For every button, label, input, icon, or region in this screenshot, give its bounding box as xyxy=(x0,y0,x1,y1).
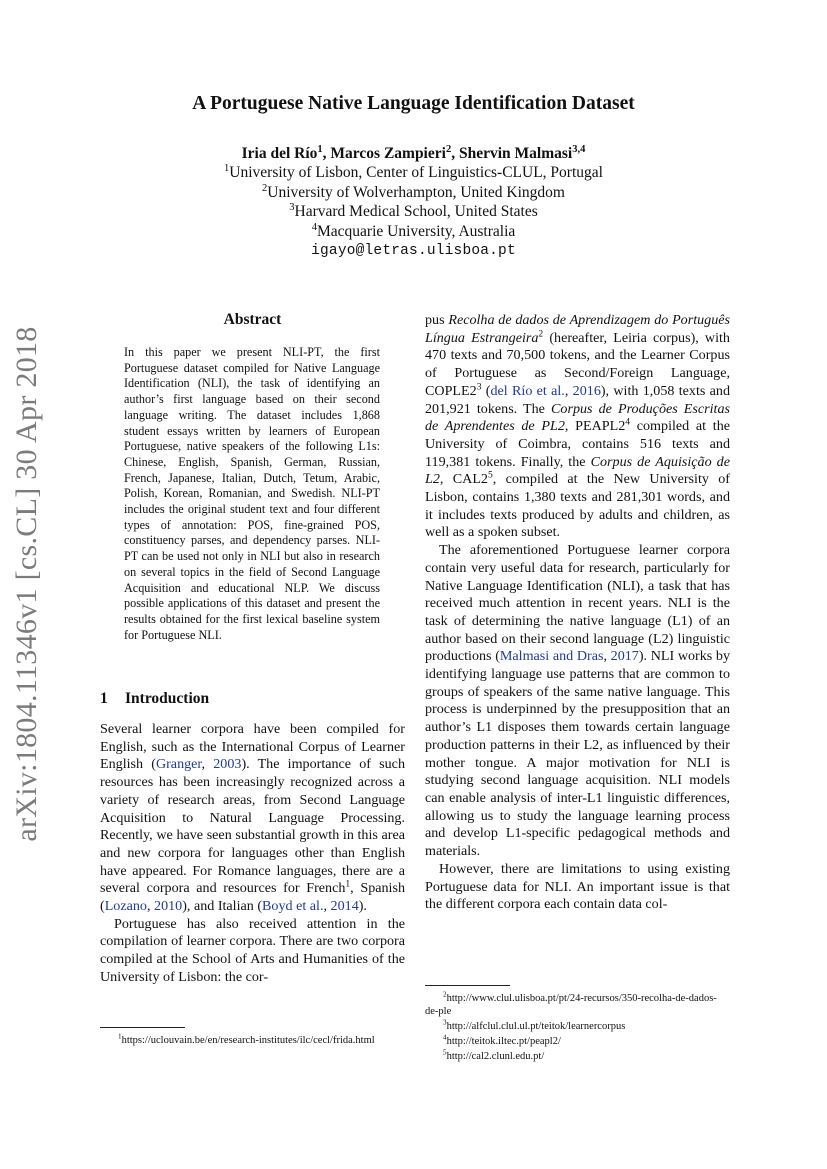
citation-year-link[interactable]: 2010 xyxy=(154,898,183,915)
arxiv-identifier-stamp: arXiv:1804.11346v1 [cs.CL] 30 Apr 2018 xyxy=(10,326,43,842)
text-run: , xyxy=(564,382,573,399)
author-affiliation-mark: 3,4 xyxy=(572,143,586,155)
abstract-text: In this paper we present NLI-PT, the first Portuguese dataset compiled for Native Language Identification (NLI), the task of identifying an author’s first language based on their second language writing. The dataset includes 1,868 student essays written by learners of European Portuguese, native speakers of the following L1s: Chinese, English, Spanish, German, Russian, French, Japanese, Italian, Dutch, Tetum, Arabic, Polish, Korean, Romanian, and Swedish. NLI-PT includes the original student text and four different types of annotation: POS, fine-grained POS, constituency parses, and dependency parses. NLI-PT can be used not only in NLI but also in research on several topics in the field of Second Language Acquisition and educational NLP. We discuss possible applications of this dataset and present the results obtained for the first lexical baseline system for Portuguese NLI. xyxy=(124,345,380,642)
author-name: Marcos Zampieri xyxy=(330,145,446,162)
footnote-number: 3 xyxy=(443,1018,447,1027)
left-column-body xyxy=(100,721,405,987)
paragraph xyxy=(425,312,730,542)
footnote-mark[interactable]: 3 xyxy=(476,381,482,393)
text-run: , Spanish ( xyxy=(100,880,405,915)
affiliation-mark: 3 xyxy=(289,201,295,213)
footnote-mark[interactable]: 2 xyxy=(538,328,544,340)
text-run: compiled at the University of Coimbra, contains 516 texts and 119,381 tokens. Finally, the xyxy=(425,418,731,470)
footnote xyxy=(425,1035,730,1048)
author-list: Iria del Río$^1$, Marcos Zampieri$^2$, Shervin Malmasi$^{3,4}$ xyxy=(241,143,586,162)
citation-link[interactable]: del Río et al. xyxy=(490,382,565,399)
text-run: , xyxy=(323,898,331,915)
paragraph xyxy=(425,542,730,861)
footnote xyxy=(425,992,730,1019)
footnote-mark[interactable]: 1 xyxy=(345,878,351,890)
footnote-url[interactable]: http://teitok.iltec.pt/peapl2/ xyxy=(446,1036,561,1047)
text-run: ), with 1,058 texts and 201,921 tokens. The xyxy=(425,382,731,417)
affiliation-text: Macquarie University, Australia xyxy=(316,223,516,240)
text-run: The aforementioned Portuguese learner corpora contain very useful data for research, particularly for Native Language Identification (NLI), a task that has received much attention in recent years. NLI is the task of determining the native language (L1) of an author based on their second language (L2) linguistic productions ( xyxy=(425,542,730,665)
affiliation-text: University of Lisbon, Center of Linguistics-CLUL, Portugal xyxy=(229,164,603,181)
affiliation-line xyxy=(0,184,827,202)
footnote-number: 5 xyxy=(443,1048,447,1057)
section-number: 1 xyxy=(100,690,108,707)
author-name: Iria del Río xyxy=(241,145,318,162)
citation-link[interactable]: Granger xyxy=(155,756,202,773)
paper-title: A Portuguese Native Language Identification Dataset xyxy=(192,93,635,114)
text-run: Several learner corpora have been compiled for English, such as the International Corpus of Learner English ( xyxy=(100,721,405,773)
citation-link[interactable]: Malmasi and Dras xyxy=(499,648,604,665)
text-run: , compiled at the New University of Lisbon, contains 1,380 texts and 281,301 words, and it includes texts produced by adults and children, as well as a spoken subset. xyxy=(425,471,730,541)
text-run: ), and Italian ( xyxy=(182,898,263,915)
paragraph xyxy=(100,721,405,916)
affiliation-mark: 2 xyxy=(262,182,268,194)
footnote-number: 2 xyxy=(443,990,447,999)
section-heading xyxy=(100,690,209,708)
citation-year-link[interactable]: 2014 xyxy=(330,898,359,915)
footnote-url[interactable]: http://alfclul.clul.ul.pt/teitok/learnercorpus xyxy=(446,1021,626,1032)
text-run: , xyxy=(603,648,611,665)
author-affiliation-mark: 1 xyxy=(317,143,323,155)
affiliation-mark: 4 xyxy=(311,221,317,233)
footnote-url[interactable]: http://www.clul.ulisboa.pt/pt/24-recursos/350-recolha-de-dados-de-ple xyxy=(425,993,717,1018)
text-run: ). NLI works by identifying language use patterns that are common to groups of speakers of the same native language. This process is underpinned by the presupposition that an author’s L1 disposes them towards certain language production patterns in their L2, as influenced by their mother tongue. A major motivation for NLI is studying second language acquisition. NLI models can enable analysis of inter-L1 linguistic differences, allowing us to study the language learning process and develop L1-specific pedagogical methods and materials. xyxy=(425,648,731,860)
author-name: Shervin Malmasi xyxy=(458,145,573,162)
paragraph: However, there are limitations to using existing Portuguese data for NLI. An important issue is that the different corpora each contain data col- xyxy=(425,860,730,913)
right-column-body xyxy=(425,312,730,914)
affiliation-text: University of Wolverhampton, United Kingdom xyxy=(267,184,565,201)
footnote-mark[interactable]: 4 xyxy=(625,416,631,428)
corpus-name: Corpus de Produções Escritas de Aprendentes de PL2 xyxy=(425,400,730,435)
text-run: ). The importance of such resources has been increasingly recognized across a variety of research areas, from Second Language Acquisition to Natural Language Processing. Recently, we have seen substantial growth in this area and new corpora for languages other than English have appeared. For Romance languages, there are a several corpora and resources for French xyxy=(100,756,405,897)
citation-year-link[interactable]: 2016 xyxy=(572,382,601,399)
footnote-number: 1 xyxy=(118,1032,122,1041)
text-run: ). xyxy=(358,898,367,915)
footnote-url[interactable]: http://cal2.clunl.edu.pt/ xyxy=(446,1051,545,1062)
contact-email[interactable]: igayo@letras.ulisboa.pt xyxy=(311,243,516,259)
footnote-rule xyxy=(425,985,510,986)
affiliation-mark: 1 xyxy=(224,162,230,174)
footnote-rule xyxy=(100,1027,185,1028)
footnote-mark[interactable]: 5 xyxy=(487,469,493,481)
text-run: , xyxy=(146,898,155,915)
text-run: , xyxy=(201,756,214,773)
citation-year-link[interactable]: 2017 xyxy=(610,648,639,665)
affiliation-line xyxy=(0,203,827,221)
text-run: , CAL2 xyxy=(439,471,488,488)
affiliation-line xyxy=(0,223,827,241)
footnote xyxy=(425,1020,730,1033)
author-affiliation-mark: 2 xyxy=(445,143,452,155)
footnote-url[interactable]: https://uclouvain.be/en/research-institutes/ilc/cecl/frida.html xyxy=(121,1035,375,1046)
affiliation-line xyxy=(0,164,827,182)
affiliation-text: Harvard Medical School, United States xyxy=(294,203,538,220)
footnote-number: 4 xyxy=(443,1033,447,1042)
citation-link[interactable]: Boyd et al. xyxy=(262,898,324,915)
footnote xyxy=(100,1034,405,1047)
citation-link[interactable]: Lozano xyxy=(104,898,147,915)
text-run: pus xyxy=(425,312,449,328)
footnote xyxy=(425,1050,730,1063)
text-run: (hereafter, Leiria corpus), with 470 texts and 70,500 tokens, and the Learner Corpus of Portuguese as Second/Foreign Language, COPLE2 xyxy=(425,329,730,399)
section-title: Introduction xyxy=(125,690,210,707)
paragraph: Portuguese has also received attention in the compilation of learner corpora. There are two corpora compiled at the School of Arts and Humanities of the University of Lisbon: the cor- xyxy=(100,915,405,985)
citation-year-link[interactable]: 2003 xyxy=(213,756,242,773)
abstract-heading: Abstract xyxy=(223,311,282,328)
text-run: , PEAPL2 xyxy=(564,418,626,435)
corpus-name: Corpus de Aquisição de L2 xyxy=(425,453,730,488)
corpus-name: Recolha de dados de Aprendizagem do Português Língua Estrangeira xyxy=(425,312,731,346)
text-run: ( xyxy=(481,382,491,399)
